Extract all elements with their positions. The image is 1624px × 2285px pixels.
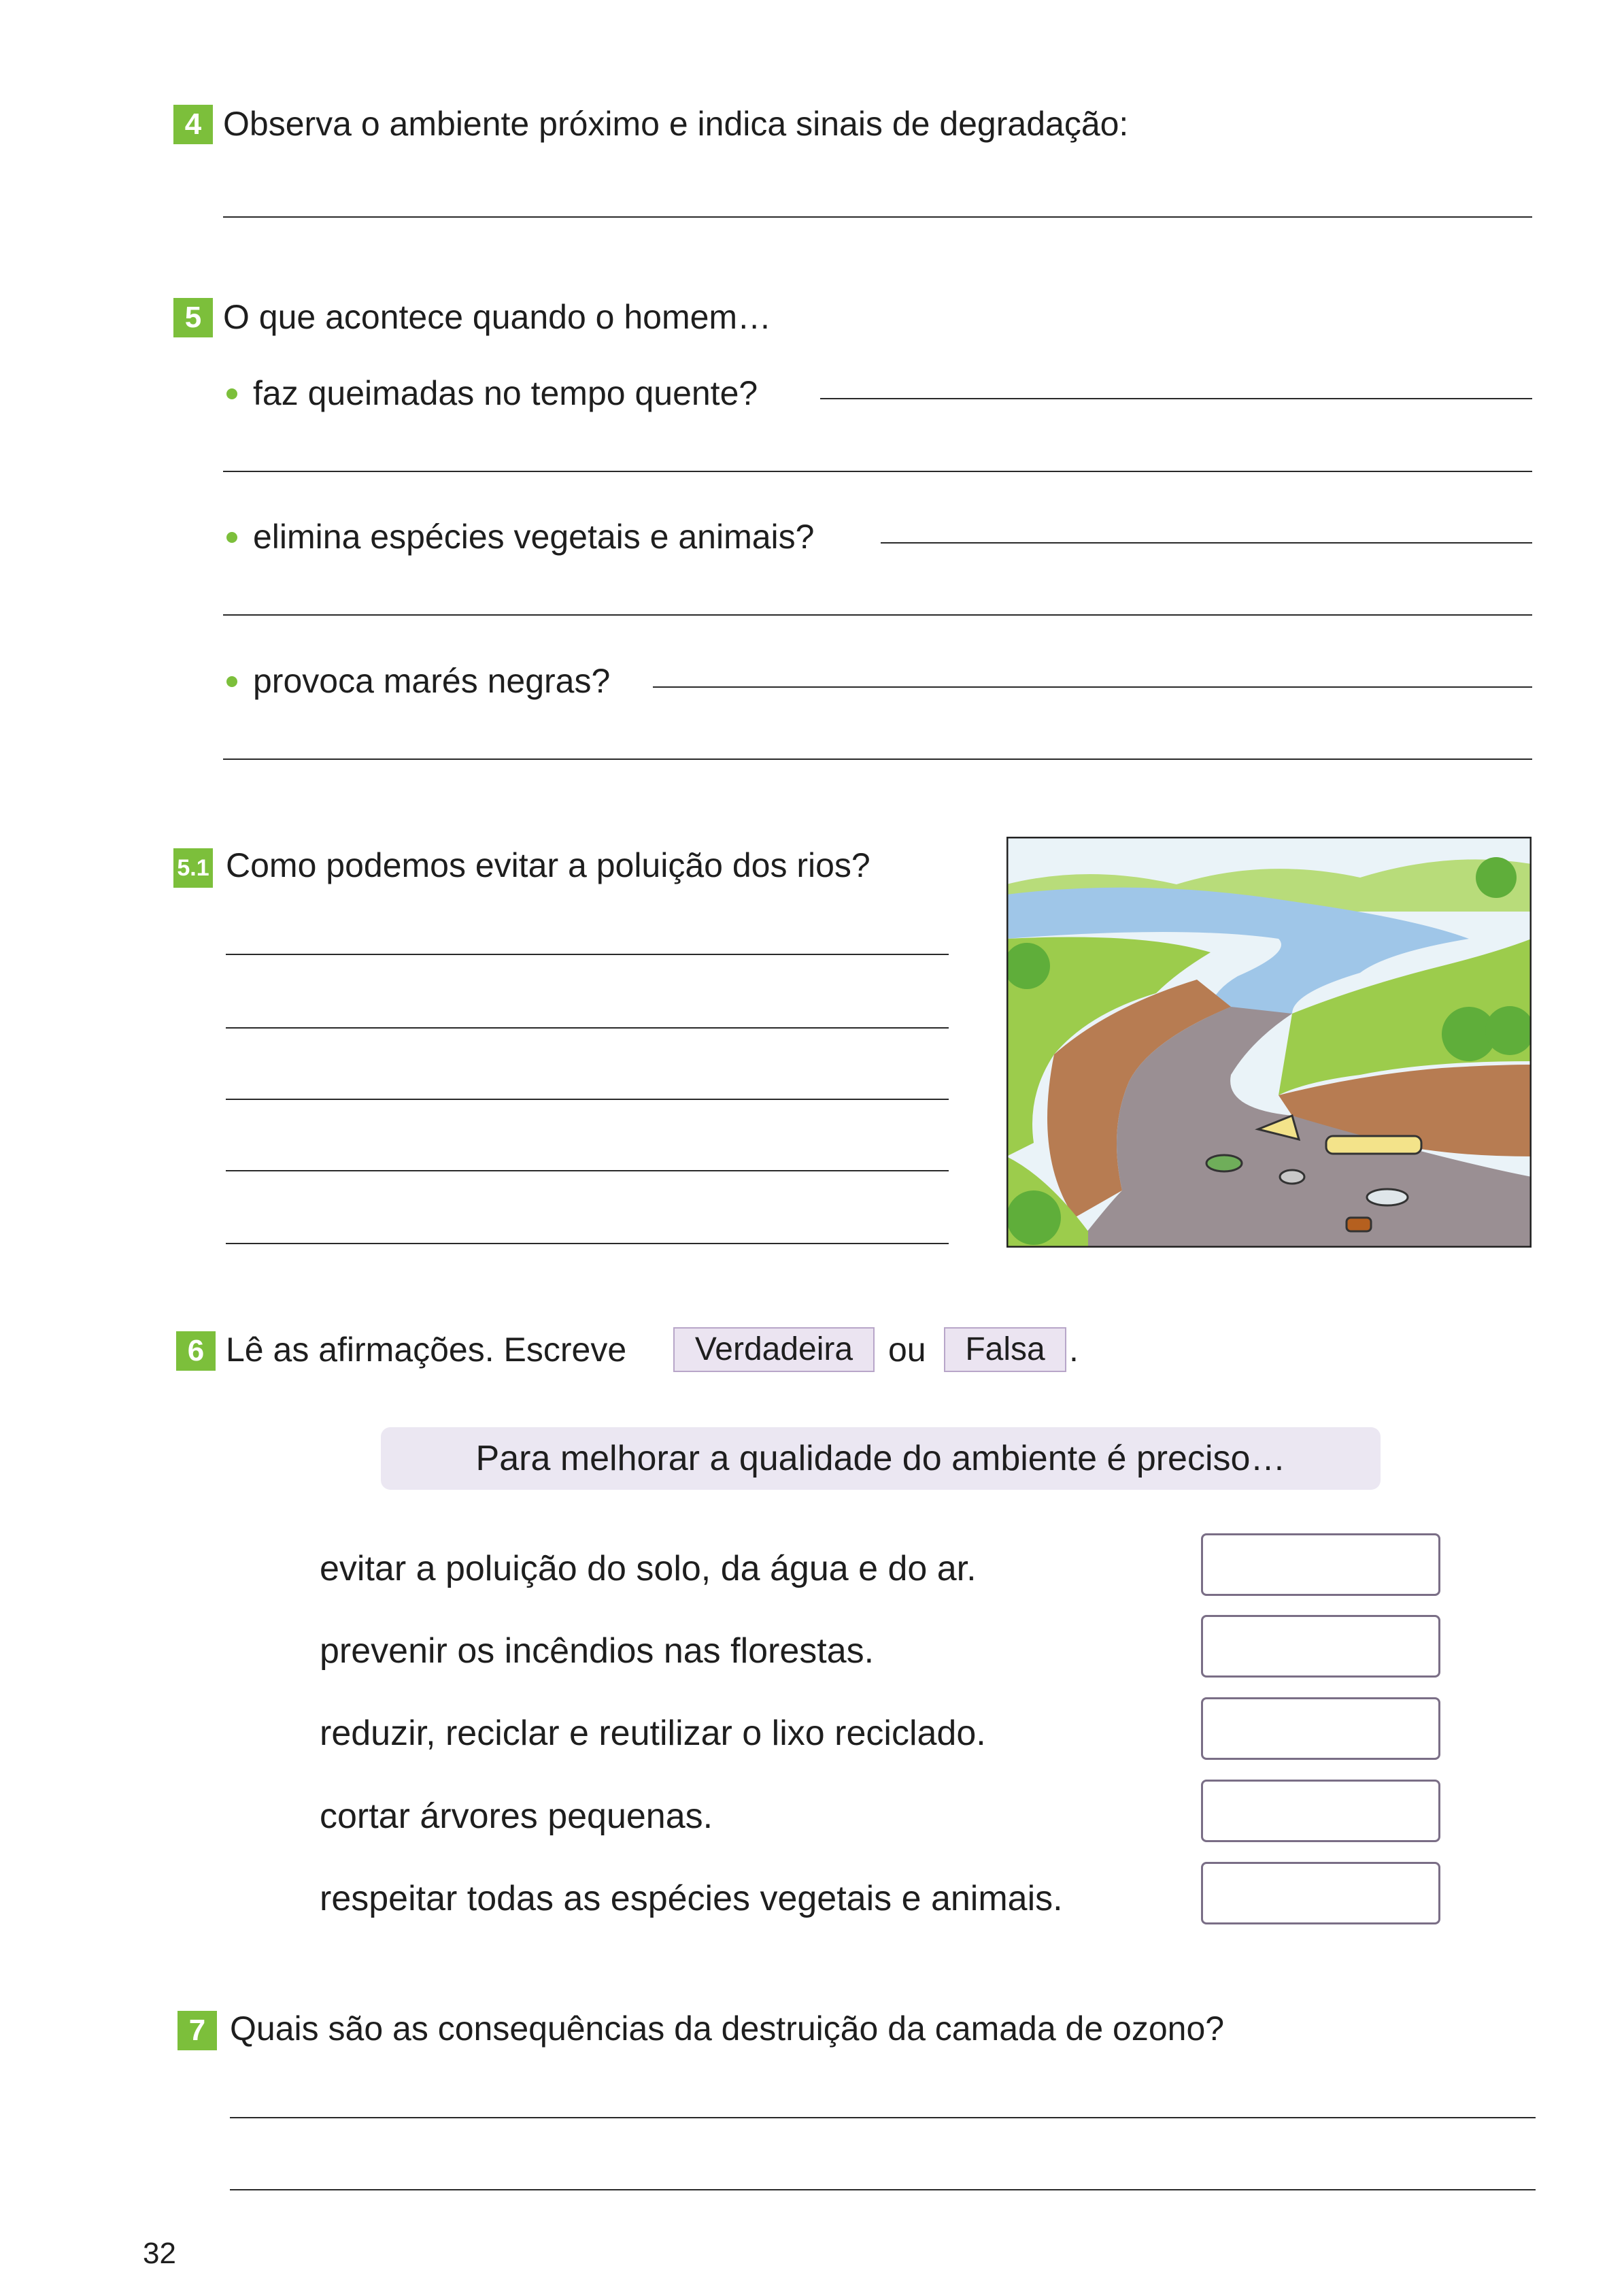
question-5-1-text: Como podemos evitar a poluição dos rios? xyxy=(226,846,870,884)
answer-box-5[interactable] xyxy=(1201,1862,1440,1924)
option-false-chip: Falsa xyxy=(944,1327,1066,1372)
question-5-text: O que acontece quando o homem… xyxy=(223,298,772,336)
statement-2: prevenir os incêndios nas florestas. xyxy=(320,1631,875,1671)
question-4-badge: 4 xyxy=(173,105,213,144)
answer-line[interactable] xyxy=(653,686,1532,688)
question-7-text: Quais são as consequências da destruição da camada de ozono? xyxy=(230,2009,1225,2048)
page-number: 32 xyxy=(143,2237,176,2270)
question-4-text: Observa o ambiente próximo e indica sinais de degradação: xyxy=(223,105,1129,143)
polluted-river-illustration xyxy=(1006,837,1532,1248)
question-6-period: . xyxy=(1069,1331,1079,1369)
bullet-icon xyxy=(226,388,237,399)
answer-line[interactable] xyxy=(226,1243,949,1244)
answer-line[interactable] xyxy=(226,1099,949,1100)
answer-line[interactable] xyxy=(223,758,1532,760)
question-6-text: Lê as afirmações. Escreve xyxy=(226,1331,627,1369)
statement-5: respeitar todas as espécies vegetais e animais. xyxy=(320,1879,1063,1918)
answer-line[interactable] xyxy=(223,216,1532,218)
statement-1: evitar a poluição do solo, da água e do ar. xyxy=(320,1549,977,1588)
answer-box-3[interactable] xyxy=(1201,1697,1440,1760)
answer-box-1[interactable] xyxy=(1201,1533,1440,1596)
question-5-badge: 5 xyxy=(173,298,213,337)
option-true-chip: Verdadeira xyxy=(673,1327,875,1372)
question-5-bullet-2: elimina espécies vegetais e animais? xyxy=(253,518,815,556)
answer-line[interactable] xyxy=(230,2117,1536,2118)
statement-3: reduzir, reciclar e reutilizar o lixo reciclado. xyxy=(320,1714,986,1753)
answer-line[interactable] xyxy=(226,1170,949,1171)
question-5-bullet-1: faz queimadas no tempo quente? xyxy=(253,374,758,412)
answer-line[interactable] xyxy=(226,1027,949,1029)
answer-line[interactable] xyxy=(226,954,949,955)
question-5-bullet-3: provoca marés negras? xyxy=(253,662,611,700)
answer-box-4[interactable] xyxy=(1201,1780,1440,1842)
answer-line[interactable] xyxy=(230,2189,1536,2190)
answer-line[interactable] xyxy=(223,614,1532,616)
statement-banner: Para melhorar a qualidade do ambiente é preciso… xyxy=(381,1427,1381,1490)
connector-text: ou xyxy=(888,1331,926,1369)
answer-box-2[interactable] xyxy=(1201,1615,1440,1678)
statement-4: cortar árvores pequenas. xyxy=(320,1797,713,1836)
bullet-icon xyxy=(226,676,237,687)
answer-line[interactable] xyxy=(223,471,1532,472)
question-5-1-badge: 5.1 xyxy=(173,848,213,888)
question-7-badge: 7 xyxy=(177,2011,217,2050)
answer-line[interactable] xyxy=(820,398,1532,399)
answer-line[interactable] xyxy=(881,542,1532,544)
question-6-badge: 6 xyxy=(176,1331,216,1371)
bullet-icon xyxy=(226,532,237,543)
